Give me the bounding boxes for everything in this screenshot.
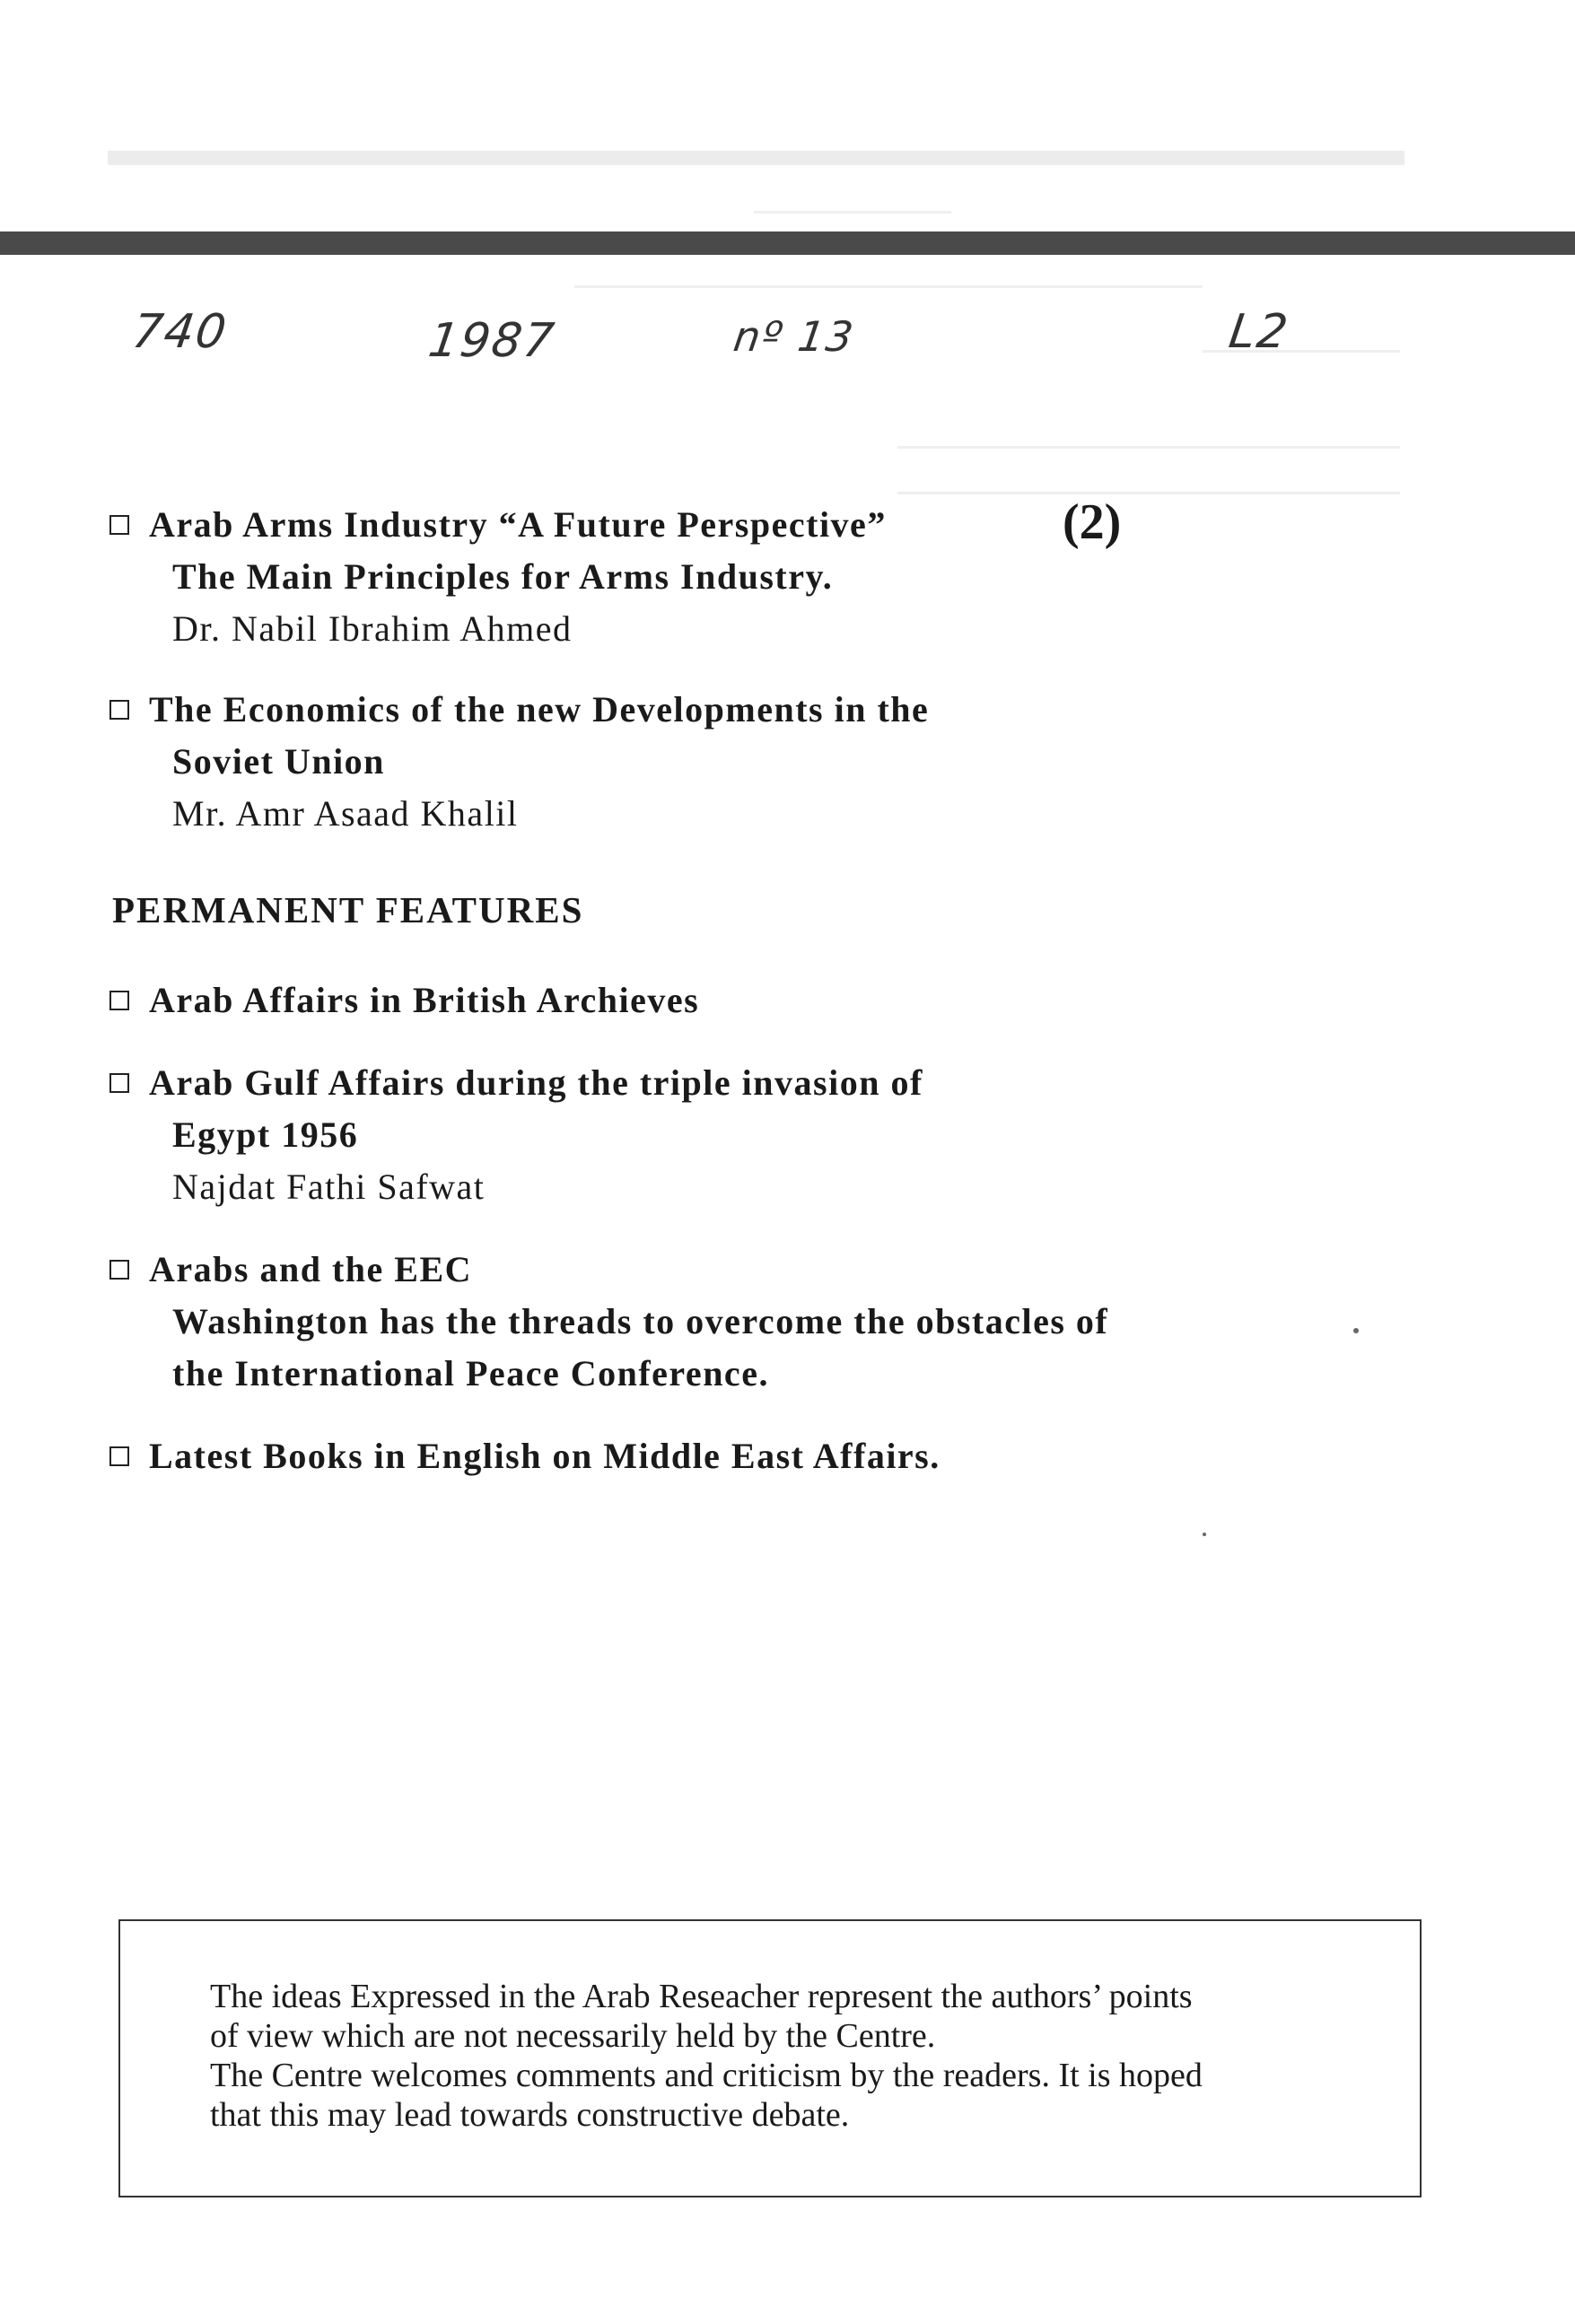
- disclaimer-line: of view which are not necessarily held by the Centre.: [210, 2017, 936, 2055]
- disclaimer-box: [118, 1919, 1422, 2197]
- show-through-line: [897, 492, 1400, 494]
- article-entry: [109, 684, 1330, 840]
- handwritten-tag: L2: [1225, 305, 1293, 359]
- feature-title-line: Arab Affairs in British Archieves: [109, 974, 1330, 1027]
- feature-author: Najdat Fathi Safwat: [172, 1166, 486, 1207]
- handwritten-issue-number: nº 13: [731, 312, 858, 361]
- feature-entry: [109, 1057, 1330, 1213]
- handwritten-year: 1987: [424, 314, 559, 368]
- header-rule: [0, 232, 1575, 255]
- feature-entry: [109, 974, 1330, 1027]
- article-entry: [109, 494, 1330, 655]
- checkbox-bullet: [109, 1260, 129, 1280]
- feature-title-line: Arabs and the EEC: [109, 1244, 1330, 1296]
- show-through-line: [754, 211, 951, 214]
- disclaimer-line: The ideas Expressed in the Arab Reseacher represent the authors’ points: [210, 1978, 1193, 2015]
- feature-entry: [109, 1430, 1330, 1482]
- article-title-line: The Economics of the new Developments in the: [109, 684, 1330, 736]
- article-subtitle-line: The Main Principles for Arms Industry.: [172, 556, 834, 597]
- disclaimer-line: that this may lead towards constructive debate.: [210, 2096, 850, 2134]
- ink-speck: [1353, 1328, 1359, 1333]
- show-through-line: [574, 285, 1203, 288]
- article-author: Mr. Amr Asaad Khalil: [172, 793, 519, 834]
- feature-title-line: Egypt 1956: [172, 1114, 359, 1155]
- checkbox-bullet: [109, 1073, 129, 1093]
- part-marker: (2): [1063, 494, 1122, 550]
- feature-title-line: Arab Gulf Affairs during the triple invasion of: [109, 1057, 1330, 1109]
- ink-speck: [1203, 1533, 1206, 1536]
- section-heading: PERMANENT FEATURES: [112, 889, 584, 930]
- handwritten-code: 740: [128, 305, 232, 359]
- show-through-band: [108, 151, 1404, 165]
- feature-title-line: Washington has the threads to overcome the obstacles of: [172, 1301, 1109, 1341]
- checkbox-bullet: [109, 1446, 129, 1466]
- checkbox-bullet: [109, 991, 129, 1010]
- article-title-line: Arab Arms Industry “A Future Perspective”: [109, 499, 1330, 551]
- checkbox-bullet: [109, 700, 129, 720]
- checkbox-bullet: [109, 515, 129, 535]
- article-title-line: Soviet Union: [172, 741, 385, 782]
- feature-entry: [109, 1244, 1330, 1400]
- disclaimer-line: The Centre welcomes comments and criticism by the readers. It is hoped: [210, 2057, 1203, 2094]
- show-through-line: [897, 446, 1400, 449]
- feature-title-line: Latest Books in English on Middle East Affairs.: [109, 1430, 1330, 1482]
- article-author: Dr. Nabil Ibrahim Ahmed: [172, 608, 573, 649]
- feature-title-line: the International Peace Conference.: [172, 1353, 769, 1394]
